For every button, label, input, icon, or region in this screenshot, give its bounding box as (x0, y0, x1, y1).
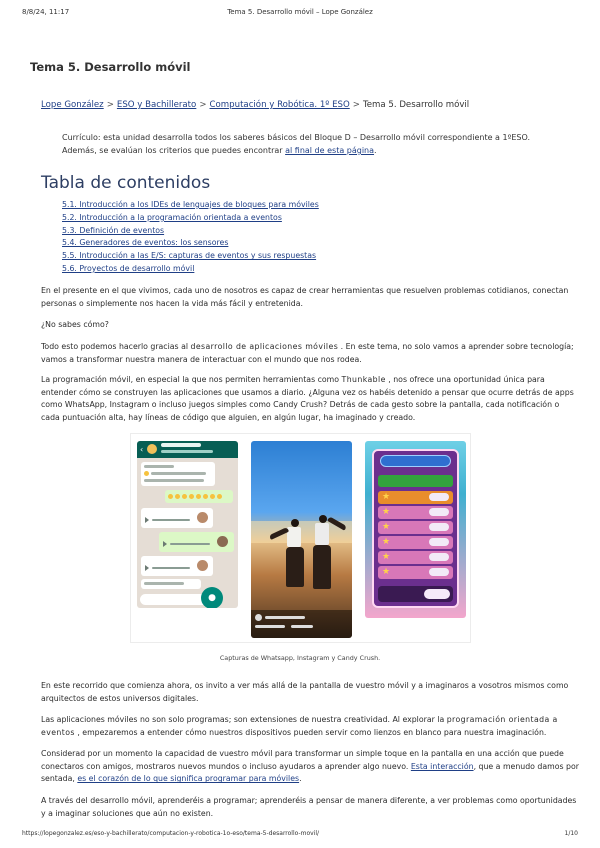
title-banner (380, 455, 451, 467)
term-event-programming: programación orientada a (446, 715, 558, 724)
message-bubble (141, 462, 215, 486)
paragraph-line: En este recorrido que comienza ahora, os invito a ver más allá de la pantalla de vuestro móvil y a imaginaros a vosotros mismos como (41, 681, 569, 690)
paragraph-text: , nos ofrece una oportunidad única para (385, 375, 545, 384)
paragraph-line: cada puntuación alta, hay líneas de código que alguien, en algún lugar, ha imaginado y creado. (41, 412, 416, 422)
curriculum-line: Currículo: esta unidad desarrolla todos los saberes básicos del Bloque D – Desarrollo móvil correspondiente a 1ºESO. (62, 133, 530, 142)
score-placeholder (429, 493, 449, 501)
paragraph-journey (41, 680, 569, 705)
leaderboard-row (378, 491, 453, 504)
score-placeholder (429, 553, 449, 561)
score-placeholder (429, 508, 449, 516)
emoji-icon (203, 494, 208, 499)
breadcrumb-current: Tema 5. Desarrollo móvil (362, 100, 470, 110)
heart-of-programming-link[interactable]: es el corazón de lo que significa programar para móviles (77, 774, 300, 784)
breadcrumb (41, 100, 469, 110)
score-placeholder (429, 523, 449, 531)
emoji-icon (182, 494, 187, 499)
paragraph-learning (41, 795, 577, 820)
dancer-head (291, 519, 299, 527)
curriculum-text: Además, se evalúan los criterios que puedes encontrar (62, 146, 286, 155)
toc-list (62, 199, 319, 276)
paragraph-programming (41, 374, 574, 424)
paragraph-intro (41, 285, 569, 310)
paragraph-line: y a imaginar soluciones que aún no existen. (41, 808, 214, 818)
emoji-icon (196, 494, 201, 499)
toc-item (62, 250, 319, 263)
score-placeholder (429, 538, 449, 546)
criteria-link[interactable]: al final de esta página (285, 146, 375, 155)
paragraph-line: ¿No sabes cómo? (41, 320, 109, 329)
chat-name-placeholder (161, 443, 201, 447)
avatar (217, 536, 228, 547)
score-placeholder (429, 568, 449, 576)
toc-link-5-2[interactable]: 5.2. Introducción a la programación orientada a eventos (62, 212, 282, 222)
recording-bar (141, 579, 201, 589)
toc-link-5-5[interactable]: 5.5. Introducción a las E/S: capturas de eventos y sus respuestas (62, 251, 317, 261)
avatar (197, 560, 208, 571)
toc-item (62, 237, 319, 250)
voice-waveform (170, 543, 210, 545)
print-footer (22, 830, 578, 837)
leaderboard-header (378, 475, 453, 487)
play-icon (145, 565, 149, 571)
paragraph-interaction (41, 748, 579, 786)
toc-item (62, 225, 319, 238)
term-thunkable: Thunkable (341, 375, 386, 384)
caption-placeholder (255, 625, 285, 628)
status-bar (251, 445, 352, 450)
whatsapp-screenshot (137, 441, 238, 608)
print-header (22, 8, 578, 18)
app-screenshots-figure (130, 433, 471, 643)
username-placeholder (265, 616, 305, 619)
toc-link-5-3[interactable]: 5.3. Definición de eventos (62, 225, 165, 235)
leaderboard-panel (372, 449, 459, 608)
message-text-placeholder (144, 465, 174, 468)
star-icon: ★ (382, 552, 391, 562)
emoji-icon (189, 494, 194, 499)
voice-note-bubble (141, 556, 213, 576)
candy-crush-screenshot (365, 441, 466, 618)
avatar (255, 614, 262, 621)
play-icon (163, 541, 167, 547)
group-avatar (147, 444, 157, 454)
voice-waveform (152, 567, 190, 569)
emoji-icon (210, 494, 215, 499)
paragraph-text: , que a menudo damos por (473, 761, 579, 771)
paragraph-text: Las aplicaciones móviles no son solo programas; son extensiones de nuestra creatividad. Al explorar la (41, 715, 447, 724)
paragraph-line: entender cómo se construyen las aplicaciones que usamos a diario. ¿Alguna vez os habéis detenido a pensar que ocurre detrás de apps (41, 387, 574, 397)
paragraph-apps (41, 341, 574, 366)
page-title: Tema 5. Desarrollo móvil (30, 60, 191, 74)
dancer-shirt (315, 523, 329, 545)
emoji-icon (144, 471, 149, 476)
paragraph-question (41, 319, 561, 332)
leaderboard-row (378, 536, 453, 549)
dancer-body (286, 547, 304, 587)
breadcrumb-separator: > (199, 100, 207, 110)
figure-caption: Capturas de Whatsapp, Instagram y Candy Crush. (219, 654, 381, 662)
curriculum-period: . (374, 146, 377, 155)
print-title: Tema 5. Desarrollo móvil – Lope González (227, 8, 373, 16)
leaderboard-row (378, 566, 453, 579)
leaderboard-row (378, 506, 453, 519)
term-event-programming: eventos (41, 727, 75, 737)
interaction-link[interactable]: Esta interacción (410, 761, 474, 771)
toc-link-5-6[interactable]: 5.6. Proyectos de desarrollo móvil (62, 263, 195, 273)
print-url: https://lopegonzalez.es/eso-y-bachillerato/computacion-y-robotica-1o-eso/tema-5-desarrollo-movil/ (22, 830, 320, 837)
toc-item (62, 212, 319, 225)
toc-item (62, 263, 319, 276)
paragraph-line: personas o simplemente nos hacen la vida más fácil y entretenida. (41, 298, 303, 308)
paragraph-text: , empezaremos a entender cómo nuestros dispositivos pueden servir como lienzos en blanco para nuestra imaginación. (74, 727, 547, 737)
message-input[interactable] (140, 594, 218, 605)
avatar (197, 512, 208, 523)
paragraph-line: Considerad por un momento la capacidad de vuestro móvil para transformar un simple toque en la pantalla en una acción que puede (41, 749, 564, 758)
message-text-placeholder (144, 479, 204, 482)
emoji-reaction-bubble (165, 490, 233, 503)
toc-link-5-4[interactable]: 5.4. Generadores de eventos: los sensores (62, 238, 229, 248)
message-text-placeholder (151, 472, 206, 475)
star-icon: ★ (382, 567, 391, 577)
emoji-icon (168, 494, 173, 499)
paragraph-creativity (41, 714, 561, 739)
toc-heading: Tabla de contenidos (41, 173, 211, 193)
play-icon (145, 517, 149, 523)
star-icon: ★ (382, 507, 391, 517)
print-date: 8/8/24, 11:17 (22, 8, 70, 16)
mic-icon[interactable]: ● (201, 587, 223, 608)
print-page-number: 1/10 (564, 830, 578, 837)
back-arrow-icon: ‹ (140, 445, 144, 454)
paragraph-line: A través del desarrollo móvil, aprenderéis a programar; aprenderéis a pensar de manera diferente, a ver problemas como oportunidades (41, 796, 577, 805)
player-footer (378, 586, 453, 602)
star-icon: ★ (382, 492, 391, 502)
player-score-placeholder (424, 589, 450, 599)
recording-text-placeholder (144, 582, 184, 585)
paragraph-text: . (299, 774, 302, 784)
voice-note-bubble (159, 532, 234, 552)
chat-members-placeholder (161, 450, 213, 453)
star-icon: ★ (382, 537, 391, 547)
dancer-head (319, 515, 327, 523)
paragraph-line: arquitectos de estos universos digitales. (41, 693, 199, 703)
dancer-shirt (287, 527, 301, 547)
instagram-screenshot (251, 441, 352, 638)
curriculum-note (62, 131, 562, 157)
paragraph-line: vamos a transformar nuestra manera de interactuar con el mundo que nos rodea. (41, 354, 362, 364)
post-caption-bar (251, 610, 352, 638)
breadcrumb-home-link[interactable]: Lope González (41, 100, 104, 110)
paragraph-line: En el presente en el que vivimos, cada uno de nosotros es capaz de crear herramientas que resuelven problemas cotidianos, conectan (41, 286, 569, 295)
paragraph-text: Todo esto podemos hacerlo gracias al (41, 342, 191, 351)
star-icon: ★ (382, 522, 391, 532)
paragraph-text: . En este tema, no solo vamos a aprender sobre tecnología; (338, 342, 574, 351)
caption-placeholder (291, 625, 313, 628)
breadcrumb-separator: > (106, 100, 114, 110)
breadcrumb-separator: > (352, 100, 360, 110)
breadcrumb-eso-link[interactable]: ESO y Bachillerato (116, 100, 197, 110)
term-mobile-dev: desarrollo de aplicaciones móviles (190, 342, 339, 351)
paragraph-line: como WhatsApp, Instagram o incluso juegos simples como Candy Crush? Detrás de cada gesto sobre la pantalla, cada notificación o (41, 400, 560, 410)
paragraph-text: La programación móvil, en especial la que nos permiten herramientas como (41, 375, 342, 384)
leaderboard-row (378, 551, 453, 564)
whatsapp-header-bar (137, 441, 238, 458)
paragraph-text: sentada, (41, 774, 78, 784)
toc-item (62, 199, 319, 212)
breadcrumb-course-link[interactable]: Computación y Robótica. 1º ESO (209, 100, 350, 110)
voice-note-bubble (141, 508, 213, 528)
emoji-icon (217, 494, 222, 499)
toc-link-5-1[interactable]: 5.1. Introducción a los IDEs de lenguajes de bloques para móviles (62, 200, 319, 209)
leaderboard-row (378, 521, 453, 534)
dancer-body (313, 545, 331, 589)
paragraph-text: conectaros con amigos, mostraros nuevos mundos o incluso ayudaros a aprender algo nuevo. (41, 761, 411, 771)
emoji-icon (175, 494, 180, 499)
voice-waveform (152, 519, 190, 521)
